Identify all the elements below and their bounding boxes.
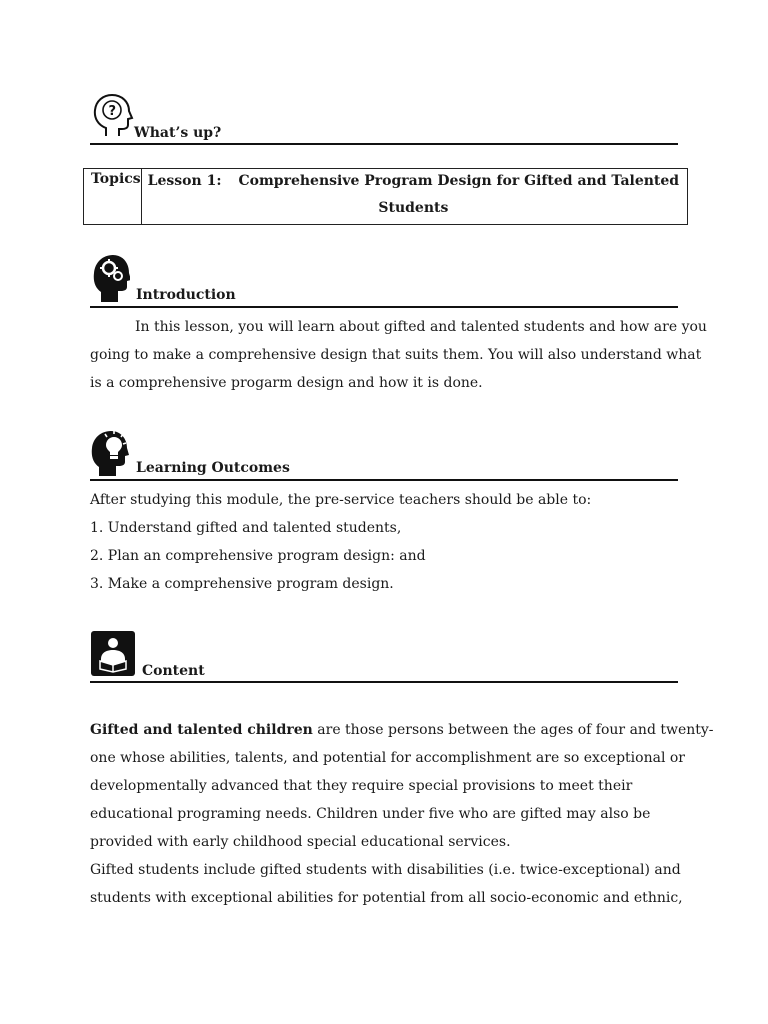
whats-up-heading: What’s up? bbox=[134, 125, 222, 141]
section-divider bbox=[90, 306, 678, 308]
topics-table bbox=[83, 168, 688, 225]
lesson-title-line1: Comprehensive Program Design for Gifted and Talented bbox=[238, 173, 680, 189]
introduction-heading: Introduction bbox=[136, 287, 236, 303]
content-line: provided with early childhood special educational services. bbox=[90, 834, 511, 850]
section-divider bbox=[90, 681, 678, 683]
lesson-label: Lesson 1: bbox=[147, 173, 222, 189]
list-item: 2. Plan an comprehensive program design: and bbox=[90, 548, 426, 564]
lesson-title-line2: Students bbox=[378, 200, 449, 216]
content-line: developmentally advanced that they require special provisions to meet their bbox=[90, 778, 633, 794]
introduction-line: going to make a comprehensive design that suits them. You will also understand what bbox=[90, 347, 702, 363]
head-question-icon bbox=[92, 92, 134, 138]
list-item: 3. Make a comprehensive program design. bbox=[90, 576, 394, 592]
content-paragraph bbox=[90, 716, 714, 912]
reader-book-icon bbox=[91, 631, 135, 676]
content-line: Gifted students include gifted students with disabilities (i.e. twice-exceptional) and bbox=[90, 862, 681, 878]
section-divider bbox=[90, 479, 678, 481]
content-line: are those persons between the ages of four and twenty- bbox=[312, 722, 714, 738]
topics-label: Topics bbox=[91, 171, 141, 187]
topics-label-cell bbox=[84, 169, 142, 225]
introduction-line: In this lesson, you will learn about gifted and talented students and how are you bbox=[135, 319, 707, 335]
defined-term: Gifted and talented children bbox=[90, 722, 313, 738]
content-line: students with exceptional abilities for potential from all socio-economic and ethnic, bbox=[90, 890, 683, 906]
list-item: 1. Understand gifted and talented students, bbox=[90, 520, 402, 536]
introduction-paragraph bbox=[90, 313, 707, 397]
learning-outcomes-list bbox=[90, 486, 682, 598]
head-lightbulb-icon bbox=[90, 428, 130, 476]
content-line: educational programing needs. Children under five who are gifted may also be bbox=[90, 806, 651, 822]
introduction-line: is a comprehensive progarm design and how it is done. bbox=[90, 375, 483, 391]
learning-outcomes-lead: After studying this module, the pre-service teachers should be able to: bbox=[90, 492, 592, 508]
section-divider bbox=[90, 143, 678, 145]
content-heading: Content bbox=[142, 663, 205, 679]
content-line: one whose abilities, talents, and potential for accomplishment are so exceptional or bbox=[90, 750, 685, 766]
svg-text:?: ? bbox=[108, 104, 117, 119]
lesson-title-cell bbox=[141, 169, 687, 225]
learning-outcomes-heading: Learning Outcomes bbox=[136, 460, 290, 476]
head-gears-icon bbox=[92, 252, 130, 302]
